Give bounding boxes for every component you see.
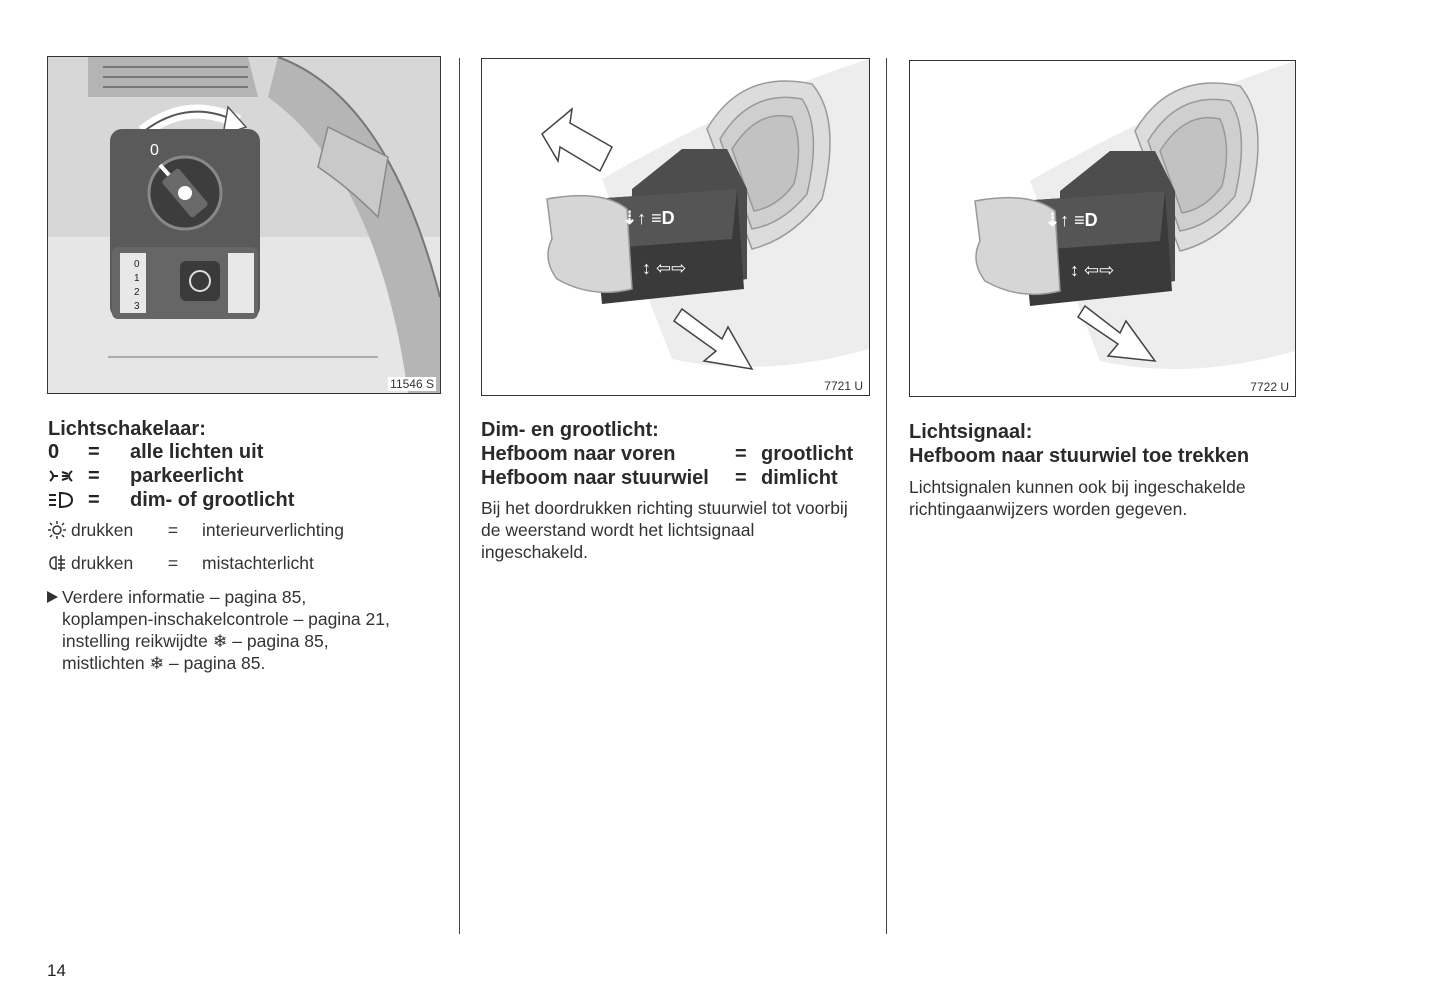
parking-light-icon <box>48 467 88 485</box>
lever-result: grootlicht <box>761 443 854 465</box>
lever-equals: = <box>735 443 747 465</box>
legend-text: mistachterlicht <box>202 553 314 573</box>
legend-row-off <box>48 440 263 464</box>
svg-text:↕ ⇦⇨: ↕ ⇦⇨ <box>1070 260 1115 280</box>
legend-row-parking <box>48 464 243 488</box>
legend-symbol-zero: 0 <box>48 440 60 463</box>
triangle-bullet-icon <box>46 591 58 603</box>
rear-fog-icon <box>48 554 66 572</box>
legend-text: alle lichten uit <box>130 441 264 463</box>
column-divider-1 <box>459 58 460 934</box>
section-title-lichtschakelaar: Lichtschakelaar: <box>48 418 206 440</box>
svg-text:0: 0 <box>134 259 140 270</box>
svg-text:⇣↑ ≡D: ⇣↑ ≡D <box>1045 210 1098 230</box>
legend-row-interior <box>48 519 344 541</box>
legend-equals: = <box>88 440 100 463</box>
svg-text:2: 2 <box>134 287 140 298</box>
legend-label: drukken <box>71 520 134 540</box>
reference-line: koplampen-inschakelcontrole – pagina 21, <box>62 609 390 629</box>
interior-light-icon <box>48 521 66 539</box>
lever-action: Hefboom naar voren <box>481 443 676 465</box>
headlight-icon <box>48 491 88 509</box>
legend-equals: = <box>167 553 179 573</box>
reference-line: instelling reikwijdte ❄ – pagina 85, <box>62 631 329 651</box>
svg-text:0: 0 <box>150 142 159 159</box>
dim-high-beam-figure <box>481 58 870 396</box>
section-subtitle: Hefboom naar stuurwiel toe trekken <box>909 445 1250 467</box>
reference-line: mistlichten ❄ – pagina 85. <box>62 653 266 673</box>
flash-signal-figure <box>909 60 1296 397</box>
light-switch-figure <box>47 56 441 394</box>
column-divider-2 <box>886 58 887 934</box>
legend-text: dim- of grootlicht <box>130 489 295 511</box>
lever-row-wheel <box>481 466 838 490</box>
legend-label: drukken <box>71 553 134 573</box>
body-text: Lichtsignalen kunnen ook bij ingeschakelde richtingaanwijzers worden gegeven. <box>909 477 1246 519</box>
legend-text: interieurverlichting <box>202 520 345 540</box>
figure-code: 7721 U <box>824 379 863 393</box>
body-text: Bij het doordrukken richting stuurwiel tot voorbij de weerstand wordt het lichtsignaal ingeschakeld. <box>481 498 848 562</box>
svg-text:⇣↑ ≡D: ⇣↑ ≡D <box>622 208 675 228</box>
legend-equals: = <box>167 520 179 540</box>
references-block <box>46 586 446 674</box>
lever-result: dimlicht <box>761 467 838 489</box>
lever-equals: = <box>735 467 747 489</box>
svg-text:1: 1 <box>134 273 140 284</box>
legend-row-headlight <box>48 488 294 512</box>
lever-action: Hefboom naar stuurwiel <box>481 467 709 489</box>
legend-equals: = <box>88 488 100 511</box>
figure-code: 11546 S <box>390 377 434 391</box>
page-number: 14 <box>47 961 66 980</box>
figure-code: 7722 U <box>1250 380 1289 394</box>
section-title-dim-grootlicht: Dim- en grootlicht: <box>481 419 659 441</box>
legend-equals: = <box>88 464 100 487</box>
reference-line: Verdere informatie – pagina 85, <box>62 587 307 607</box>
legend-row-rear-fog <box>48 552 314 574</box>
section-title-lichtsignaal: Lichtsignaal: <box>909 421 1033 443</box>
legend-text: parkeerlicht <box>130 465 244 487</box>
svg-text:↕ ⇦⇨: ↕ ⇦⇨ <box>642 258 687 278</box>
svg-text:3: 3 <box>134 301 140 312</box>
lever-row-forward <box>481 442 853 466</box>
